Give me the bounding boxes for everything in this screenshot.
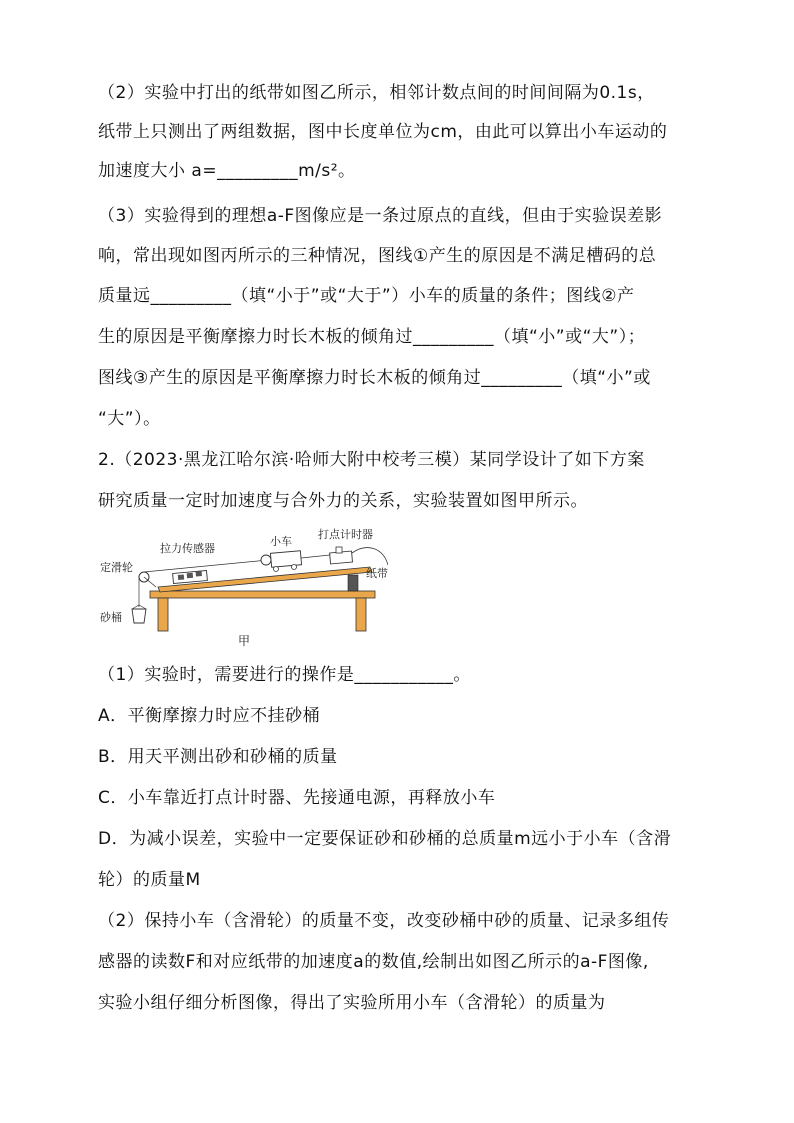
question2-part1: （1）实验时，需要进行的操作是___________。 [98, 665, 471, 685]
bucket-icon [132, 609, 146, 623]
label-pulley: 定滑轮 [100, 561, 133, 574]
section3-line-1: （3）实验得到的理想a-F图像应是一条过原点的直线，但由于实验误差影 [98, 206, 663, 226]
label-bucket: 砂桶 [100, 611, 122, 624]
option-d-line-1: D．为减小误差，实验中一定要保证砂和砂桶的总质量m远小于小车（含滑 [98, 829, 672, 849]
label-tape: 纸带 [366, 567, 388, 580]
figure-caption: 甲 [238, 634, 251, 648]
cart-wheel [274, 567, 279, 572]
option-d-line-2: 轮）的质量M [98, 870, 201, 890]
question2-part2-line-1: （2）保持小车（含滑轮）的质量不变，改变砂桶中砂的质量、记录多组传 [98, 911, 670, 931]
option-a: A．平衡摩擦力时应不挂砂桶 [98, 706, 321, 726]
question2-part2-line-2: 感器的读数F和对应纸带的加速度a的数值,绘制出如图乙所示的a-F图像, [98, 952, 649, 972]
table-leg-left [158, 598, 168, 631]
question2-line-2: 研究质量一定时加速度与合外力的关系，实验装置如图甲所示。 [98, 491, 588, 511]
cart-wheel [292, 565, 297, 570]
option-b: B．用天平测出砂和砂桶的质量 [98, 747, 338, 767]
label-timer: 打点计时器 [318, 528, 373, 541]
sensor-display [187, 573, 193, 579]
table-top [150, 591, 375, 598]
section3-line-2: 响，常出现如图丙所示的三种情况，图线①产生的原因是不满足槽码的总 [98, 246, 657, 266]
sensor-display [178, 575, 184, 581]
experiment-apparatus-figure [98, 525, 388, 650]
bucket-handle-right [139, 605, 146, 609]
support-block [348, 575, 358, 591]
sensor-display [196, 571, 202, 577]
cart-pulley-icon [261, 555, 271, 565]
label-cart: 小车 [270, 535, 292, 548]
cart-icon [270, 551, 301, 568]
question2-part2-line-3: 实验小组仔细分析图像，得出了实验所用小车（含滑轮）的质量为 [98, 993, 606, 1013]
section3-line-6: “大”）。 [98, 409, 161, 429]
timer-knob [336, 547, 342, 553]
section3-line-5: 图线③产生的原因是平衡摩擦力时长木板的倾角过_________（填“小”或 [98, 368, 651, 388]
bucket-handle-left [132, 605, 139, 609]
section3-line-3: 质量远_________（填“小于”或“大于”）小车的质量的条件；图线②产 [98, 286, 635, 306]
table-leg-right [356, 598, 366, 631]
question2-line-1: 2.（2023·黑龙江哈尔滨·哈师大附中校考三模）某同学设计了如下方案 [98, 450, 645, 470]
section3-line-4: 生的原因是平衡摩擦力时长木板的倾角过_________（填“小”或“大”）； [98, 327, 646, 347]
label-sensor: 拉力传感器 [160, 542, 215, 555]
section2-line-1: （2）实验中打出的纸带如图乙所示，相邻计数点间的时间间隔为0.1s， [98, 83, 655, 103]
section2-line-2: 纸带上只测出了两组数据，图中长度单位为cm，由此可以算出小车运动的 [98, 122, 668, 142]
section2-line-3: 加速度大小 a=_________m/s²。 [98, 161, 356, 181]
option-c: C．小车靠近打点计时器、先接通电源，再释放小车 [98, 788, 496, 808]
